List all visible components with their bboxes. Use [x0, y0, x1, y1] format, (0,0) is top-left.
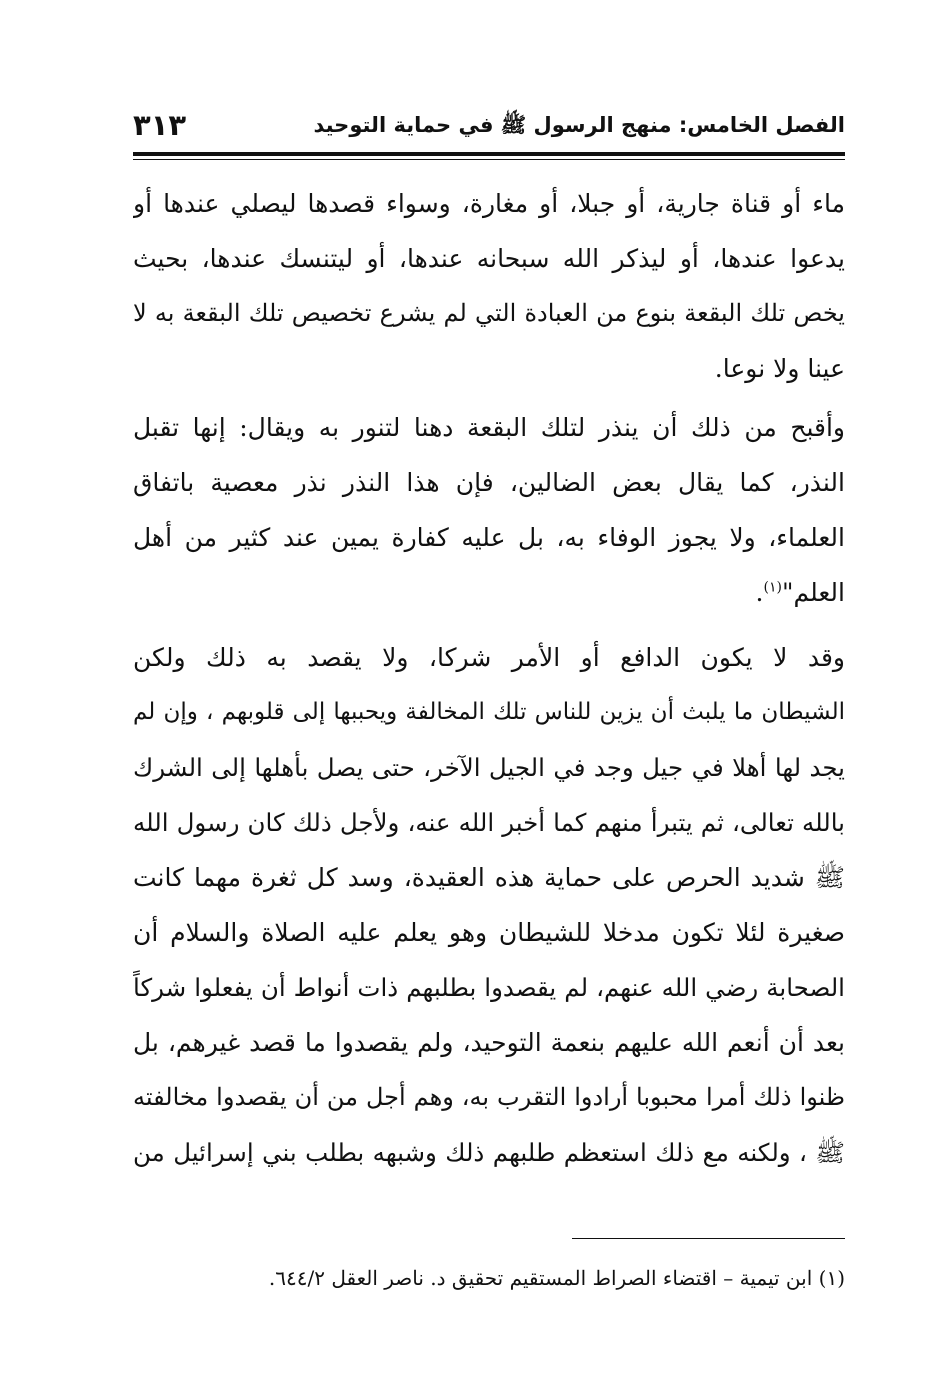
text-line: يجد لها أهلا في جيل وجد في الجيل الآخر، حتى يصل بأهلها إلى الشرك	[133, 753, 845, 782]
footnote-ref: (١)	[763, 579, 782, 596]
text-line: الشيطان ما يلبث أن يزين للناس تلك المخالفة ويحببها إلى قلوبهم ، وإن لم	[133, 699, 845, 725]
text-line: بعد أن أنعم الله عليهم بنعمة التوحيد، ولم يقصدوا ما قصد غيرهم، بل	[133, 1028, 845, 1057]
text-line: يدعوا عندها، أو ليذكر الله سبحانه عندها، أو ليتنسك عندها، بحيث	[133, 244, 845, 273]
chapter-title: الفصل الخامس: منهج الرسول ﷺ في حماية التوحيد	[313, 113, 845, 137]
text-line: ماء أو قناة جارية، أو جبلا، أو مغارة، وسواء قصدها ليصلي عندها أو	[133, 189, 845, 218]
footnote: (١) ابن تيمية – اقتضاء الصراط المستقيم تحقيق د. ناصر العقل ٦٤٤/٢.	[268, 1266, 845, 1290]
text-line-with-footnote-ref	[133, 565, 845, 620]
header-rule-thin	[133, 159, 845, 160]
text-line: بالله تعالى، ثم يتبرأ منهم كما أخبر الله عنه، ولأجل ذلك كان رسول الله	[133, 808, 845, 837]
footnote-separator	[572, 1238, 845, 1239]
text-line: الصحابة رضي الله عنهم، لم يقصدوا بطلبهم ذات أنواط أن يفعلوا شركاً	[133, 973, 845, 1002]
text-line: النذر، كما يقال بعض الضالين، فإن هذا النذر نذر معصية باتفاق	[133, 468, 845, 497]
header-rule-thick	[133, 152, 845, 156]
text-line: العلماء، ولا يجوز الوفاء به، بل عليه كفارة يمين عند كثير من أهل	[133, 523, 845, 552]
main-text	[133, 176, 845, 1180]
text-line: وأقبح من ذلك أن ينذر لتلك البقعة دهنا لتنور به ويقال: إنها تقبل	[133, 413, 845, 442]
text-line: ﷺ شديد الحرص على حماية هذه العقيدة، وسد كل ثغرة مهما كانت	[133, 863, 845, 892]
text-line: عينا ولا نوعا.	[714, 354, 845, 383]
page-number: ٣١٣	[133, 108, 187, 142]
end-punctuation: .	[755, 578, 764, 607]
running-header	[133, 108, 845, 148]
text-line: ظنوا ذلك أمرا محبوبا أرادوا التقرب به، وهم أجل من أن يقصدوا مخالفته	[133, 1083, 845, 1111]
text-line: وقد لا يكون الدافع أو الأمر شركا، ولا يقصد به ذلك ولكن	[133, 643, 845, 672]
text-line: يخص تلك البقعة بنوع من العبادة التي لم يشرع تخصيص تلك البقعة به لا	[133, 299, 845, 327]
text-line: ﷺ ، ولكنه مع ذلك استعظم طلبهم ذلك وشبهه بطلب بني إسرائيل من	[133, 1138, 845, 1167]
text-line: صغيرة لئلا تكون مدخلا للشيطان وهو يعلم عليه الصلاة والسلام أن	[133, 918, 845, 947]
text-fragment: العلم"	[781, 578, 845, 607]
